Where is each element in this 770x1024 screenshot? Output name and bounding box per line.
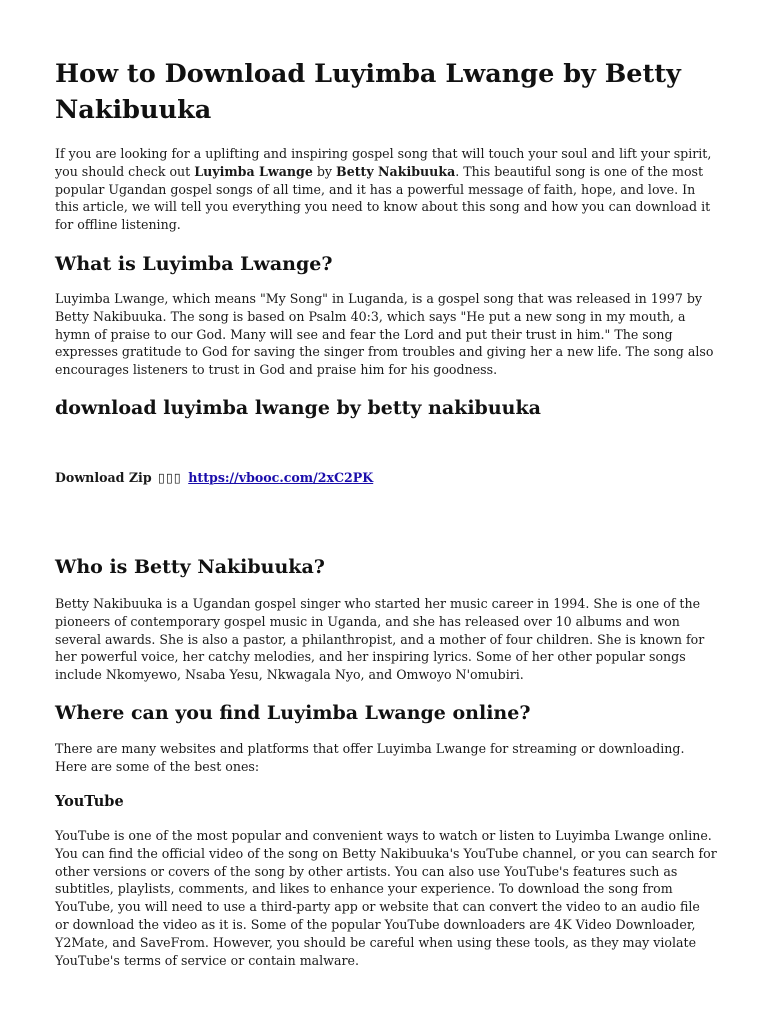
download-zip-label: Download Zip [55, 470, 152, 485]
page-title: How to Download Luyimba Lwange by Betty Nakibuuka [55, 59, 681, 125]
download-zip-line [55, 469, 373, 487]
where-paragraph: There are many websites and platforms that offer Luyimba Lwange for streaming or downloading. Here are some of the best ones: [55, 741, 685, 774]
heading-what-is: What is Luyimba Lwange? [55, 253, 333, 275]
intro-paragraph [55, 145, 717, 234]
what-is-paragraph: Luyimba Lwange, which means "My Song" in Luganda, is a gospel song that was released in 1997 by Betty Nakibuuka. The song is based on Psalm 40:3, which says "He put a new song in my mouth, a hymn of praise to our God. Many will see and fear the Lord and put their trust in him." The song expresses gratitude to God for saving the singer from troubles and giving her a new life. The song also encourages listeners to trust in God and praise him for his goodness. [55, 291, 714, 378]
intro-artist-name: Betty Nakibuuka [336, 163, 456, 179]
download-link[interactable]: https://vbooc.com/2xC2PK [188, 470, 374, 485]
intro-text-1: If you are looking for a uplifting and inspiring gospel song that will touch your soul and lift your spirit, you should check out [55, 146, 712, 179]
heading-download: download luyimba lwange by betty nakibuuka [55, 397, 541, 419]
heading-where: Where can you find Luyimba Lwange online? [55, 702, 531, 724]
intro-song-name: Luyimba Lwange [194, 163, 313, 179]
intro-text-3: . This beautiful song is one of the most popular Ugandan gospel songs of all time, and it has a powerful message of faith, hope, and love. In this article, we will tell you everything you need to know about this song and how you can download it for offline listening. [55, 163, 711, 233]
heading-who-is: Who is Betty Nakibuuka? [55, 556, 325, 578]
youtube-paragraph: YouTube is one of the most popular and convenient ways to watch or listen to Luyimba Lwange online. You can find the official video of the song on Betty Nakibuuka's YouTube channel, or you can search for other versions or covers of the song by other artists. You can also use YouTube's features such as subtitles, playlists, comments, and likes to enhance your experience. To download the song from YouTube, you will need to use a third-party app or website that can convert the video to an audio file or download the video as it is. Some of the popular YouTube downloaders are 4K Video Downloader, Y2Mate, and SaveFrom. However, you should be careful when using these tools, as they may violate YouTube's terms of service or contain malware. [55, 828, 717, 968]
who-is-paragraph: Betty Nakibuuka is a Ugandan gospel singer who started her music career in 1994. She is one of the pioneers of contemporary gospel music in Uganda, and she has released over 10 albums and won several awards. She is also a pastor, a philanthropist, and a mother of four children. She is known for her powerful voice, her catchy melodies, and her inspiring lyrics. Some of her other popular songs include Nkomyewo, Nsaba Yesu, Nkwagala Nyo, and Omwoyo N'omubiri. [55, 596, 705, 683]
missing-glyph-icons: ▯▯▯ [158, 470, 182, 485]
intro-text-2: by [312, 163, 337, 179]
heading-youtube: YouTube [55, 793, 124, 810]
